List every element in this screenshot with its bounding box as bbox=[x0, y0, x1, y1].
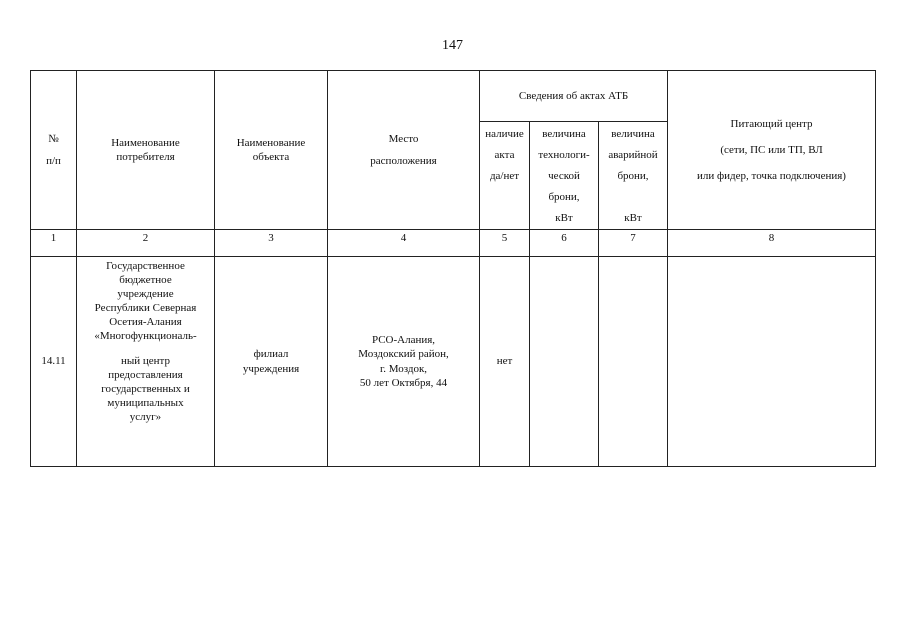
column-number: 7 bbox=[599, 230, 668, 257]
header-tech-line: технологи- bbox=[538, 149, 590, 161]
location-line: 50 лет Октября, 44 bbox=[359, 376, 448, 389]
column-number: 1 bbox=[31, 230, 77, 257]
column-number: 4 bbox=[328, 230, 480, 257]
column-number: 5 bbox=[480, 230, 530, 257]
consumer-line: государственных и bbox=[101, 383, 190, 395]
consumer-line: предоставления bbox=[108, 369, 183, 381]
header-tech-line: кВт bbox=[555, 212, 573, 224]
header-object-line: объекта bbox=[252, 151, 290, 163]
table-row bbox=[31, 257, 876, 467]
consumer-line: Осетия-Алания bbox=[109, 316, 182, 328]
row-number: 14.11 bbox=[31, 257, 77, 467]
object-cell bbox=[215, 257, 328, 467]
location-line: РСО-Алания, bbox=[371, 333, 436, 346]
consumer-line: муниципальных bbox=[107, 397, 184, 409]
header-location-line: Место bbox=[388, 132, 419, 145]
column-number: 6 bbox=[530, 230, 599, 257]
consumer-line: услуг» bbox=[129, 411, 162, 423]
act-presence-cell: нет bbox=[480, 257, 530, 467]
consumer-line: бюджетное bbox=[119, 274, 172, 286]
header-power-line: Питающий центр bbox=[730, 118, 813, 130]
consumer-line: учреждение bbox=[117, 288, 174, 300]
header-tech-reserve bbox=[530, 122, 599, 230]
column-numbers-row bbox=[31, 230, 876, 257]
header-location-line: расположения bbox=[370, 155, 437, 167]
header-row-top bbox=[31, 71, 876, 122]
tech-reserve-cell bbox=[530, 257, 599, 467]
header-act-line: да/нет bbox=[489, 170, 520, 182]
power-center-cell bbox=[668, 257, 876, 467]
header-power-line: (сети, ПС или ТП, ВЛ bbox=[720, 144, 823, 156]
location-cell bbox=[328, 257, 480, 467]
emergency-reserve-cell bbox=[599, 257, 668, 467]
object-line: филиал bbox=[253, 348, 289, 361]
consumer-line: «Многофункциональ- bbox=[94, 330, 197, 342]
header-emergency-line: брони, bbox=[617, 170, 649, 182]
header-tech-line: величина bbox=[542, 128, 586, 140]
consumer-name-cell bbox=[77, 257, 215, 467]
column-number: 8 bbox=[668, 230, 876, 257]
column-number: 3 bbox=[215, 230, 328, 257]
header-object-name bbox=[215, 71, 328, 230]
header-act-line: акта bbox=[494, 149, 515, 161]
header-consumer-line: потребителя bbox=[116, 151, 175, 163]
consumer-line: Государственное bbox=[106, 260, 185, 272]
location-line: Моздокский район, bbox=[358, 348, 449, 361]
header-tech-line: ческой bbox=[548, 170, 580, 182]
atb-table bbox=[30, 70, 876, 467]
header-emergency-reserve bbox=[599, 122, 668, 230]
header-num bbox=[31, 71, 77, 230]
header-emergency-line: кВт bbox=[624, 212, 642, 224]
header-emergency-line: величина bbox=[611, 128, 655, 140]
consumer-line: ный центр bbox=[120, 355, 170, 367]
header-num-abbr: п/п bbox=[46, 155, 61, 167]
header-power-line: или фидер, точка подключения) bbox=[697, 170, 846, 182]
header-consumer-line: Наименование bbox=[111, 136, 180, 149]
consumer-line: Республики Северная bbox=[94, 302, 197, 314]
header-tech-line: брони, bbox=[548, 191, 580, 203]
object-line: учреждения bbox=[242, 362, 300, 375]
header-atb-group: Сведения об актах АТБ bbox=[480, 71, 668, 122]
header-num-symbol: № bbox=[48, 132, 59, 145]
column-number: 2 bbox=[77, 230, 215, 257]
header-location bbox=[328, 71, 480, 230]
location-line: г. Моздок, bbox=[379, 362, 428, 375]
header-power-center bbox=[668, 71, 876, 230]
header-act-line: наличие bbox=[485, 128, 524, 140]
page-number: 147 bbox=[442, 38, 463, 53]
header-consumer-name bbox=[77, 71, 215, 230]
header-act-presence bbox=[480, 122, 530, 230]
header-object-line: Наименование bbox=[236, 136, 306, 149]
header-emergency-line: аварийной bbox=[608, 149, 658, 161]
